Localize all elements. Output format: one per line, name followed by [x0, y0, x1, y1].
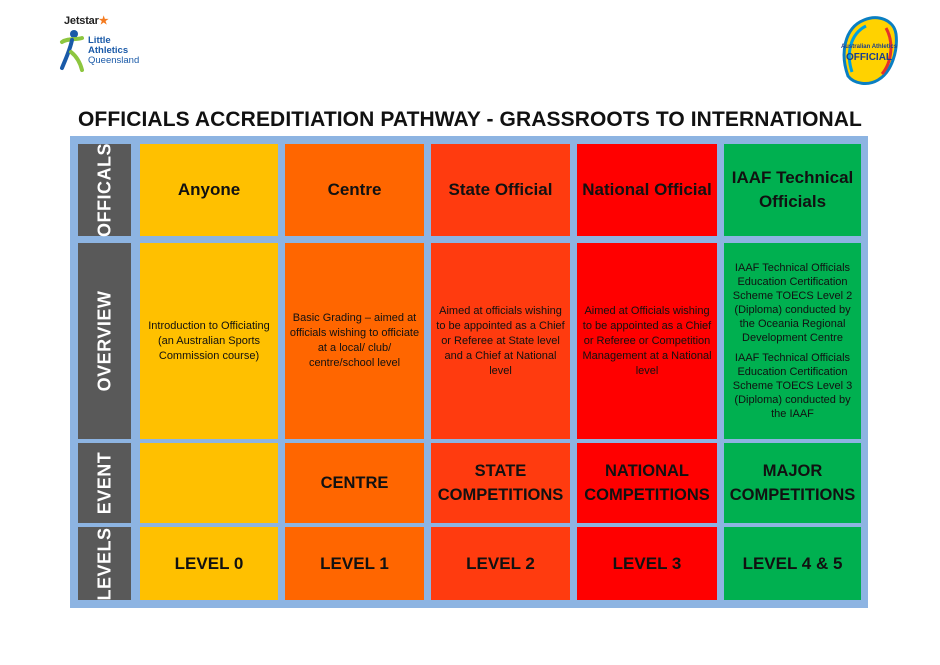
overview-cell-state — [431, 243, 570, 439]
jetstar-logo: Jetstar★ — [64, 15, 109, 27]
event-cell-centre: CENTRE — [285, 443, 424, 523]
overview-cell-centre — [285, 243, 424, 439]
svg-text:OFFICIAL: OFFICIAL — [845, 52, 893, 63]
overview-text: Introduction to Officiating (an Australian Sports Commission course) — [148, 319, 270, 362]
little-athletics-figure-icon — [58, 28, 86, 74]
svg-text:Australian Athletics: Australian Athletics — [840, 44, 898, 50]
official-cell-iaaf: IAAF Technical Officials — [724, 144, 861, 236]
official-cell-anyone: Anyone — [140, 144, 278, 236]
overview-text: Basic Grading – aimed at officials wishing to officiate at a local/ club/ centre/school level — [289, 312, 420, 369]
level-cell-4-5: LEVEL 4 & 5 — [724, 527, 861, 600]
official-cell-centre: Centre — [285, 144, 424, 236]
row-label-event: EVENT — [78, 443, 131, 523]
page-title: OFFICIALS ACCREDITIATION PATHWAY - GRASSROOTS TO INTERNATIONAL — [78, 108, 862, 131]
official-cell-national: National Official — [577, 144, 717, 236]
level-cell-1: LEVEL 1 — [285, 527, 424, 600]
star-icon: ★ — [98, 15, 109, 27]
overview-cell-national — [577, 243, 717, 439]
event-cell-national: NATIONAL COMPETITIONS — [577, 443, 717, 523]
australian-athletics-official-badge — [838, 14, 900, 86]
overview-text-level3: IAAF Technical Officials Education Certification Scheme TOECS Level 3 (Diploma) conducted by the IAAF — [732, 352, 853, 420]
pathway-table — [70, 136, 868, 608]
overview-cell-anyone — [140, 243, 278, 439]
row-label-levels: LEVELS — [78, 527, 131, 600]
event-cell-state: STATE COMPETITIONS — [431, 443, 570, 523]
overview-text: Aimed at Officials wishing to be appointed as a Chief or Referee or Competition Management at a National level — [582, 304, 712, 377]
overview-cell-iaaf — [724, 243, 861, 439]
level-cell-0: LEVEL 0 — [140, 527, 278, 600]
event-cell-iaaf: MAJOR COMPETITIONS — [724, 443, 861, 523]
overview-text: Aimed at officials wishing to be appointed as a Chief or Referee at State level and a Chief at National level — [436, 304, 565, 377]
row-label-overview: OVERVIEW — [78, 243, 131, 439]
overview-text-level2: IAAF Technical Officials Education Certification Scheme TOECS Level 2 (Diploma) conducted by the Oceania Regional Development Centre — [732, 262, 853, 344]
event-cell-anyone — [140, 443, 278, 523]
official-cell-state: State Official — [431, 144, 570, 236]
row-label-officials: OFFICALS — [78, 144, 131, 236]
level-cell-2: LEVEL 2 — [431, 527, 570, 600]
sponsor-logos — [58, 14, 148, 74]
level-cell-3: LEVEL 3 — [577, 527, 717, 600]
little-athletics-wordmark: Little Athletics Queensland — [88, 35, 140, 66]
